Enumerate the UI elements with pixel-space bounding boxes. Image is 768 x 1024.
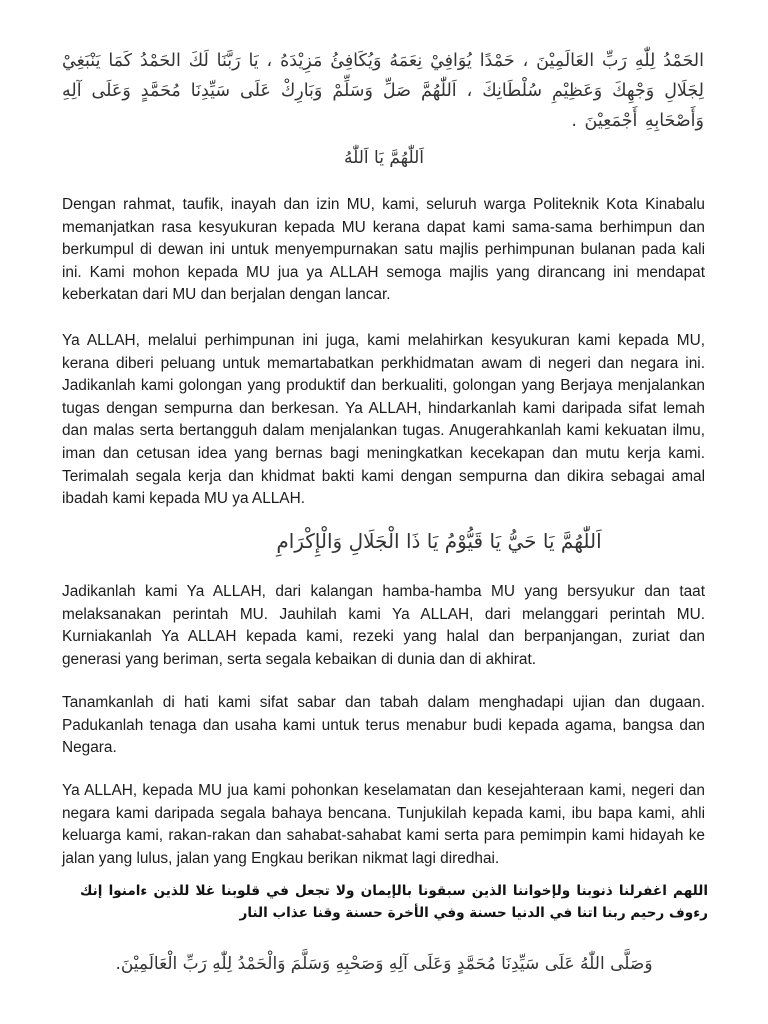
paragraph-safety: Ya ALLAH, kepada MU jua kami pohonkan keselamatan dan kesejahteraan kami, negeri dan negara kami daripada segala bahaya bencana. Tunjukilah kepada kami, ibu bapa kami, ahli keluarga kami, rakan-rakan dan sahabat-sahabat kami serta para pemimpin kami hidayah ke jalan yang lulus, jalan yang Engkau berikan nikmat lagi diredhai. bbox=[62, 782, 705, 867]
paragraph-gratitude: Dengan rahmat, taufik, inayah dan izin MU, kami, seluruh warga Politeknik Kota Kinabalu memanjatkan rasa kesyukuran kepada MU kerana dapat kami sama-sama berhimpun dan berkumpul di dewan ini untuk menyempurnakan satu majlis perhimpunan bulanan pada kali ini. Kami mohon kepada MU jua ya ALLAH semoga majlis yang dirancang ini mendapat keberkatan dari MU dan berjalan dengan lancar. bbox=[62, 196, 705, 304]
paragraph-service: Ya ALLAH, melalui perhimpunan ini juga, kami melahirkan kesyukuran kami kepada MU, kerana diberi peluang untuk memartabatkan perkhidmatan awam di negeri dan negara ini. Jadikanlah kami golongan yang produktif dan berkualiti, golongan yang Berjaya menjalankan tugas dengan sempurna dan berkesan. Ya ALLAH, hindarkanlah kami daripada sifat lemah dan malas serta bertangguh dalam menjalankan tugas. Anugerahkanlah kami kekuatan ilmu, iman dan cetusan idea yang bernas bagi meningkatkan kecekapan dan mutu kerja kami. Terimalah segala kerja dan khidmat bakti kami dengan sempurna dan dikira sebagai amal ibadah kami kepada MU ya ALLAH. bbox=[62, 332, 705, 508]
paragraph-obedience: Jadikanlah kami Ya ALLAH, dari kalangan hamba-hamba MU yang bersyukur dan taat melaksanakan perintah MU. Jauhilah kami Ya ALLAH, dari melanggari perintah MU. Kurniakanlah Ya ALLAH kepada kami, rezeki yang halal dan berpanjangan, zuriat dan generasi yang beriman, serta segala kebaikan di dunia dan di akhirat. bbox=[62, 583, 705, 668]
closing-prayer-arabic: اللهم اغفرلنا ذنوبنا ولإخواننا الذين سبقونا بالإيمان ولا تجعل في قلوبنا غلا للذين ءامنوا إنك رءوف رحيم ربنا اتنا في الدنيا حسنة وفي الأخرة حسنة وقنا عذاب النار bbox=[80, 883, 708, 921]
opening-invocation: اَللّٰهُمَّ يَا اَللّٰهُ bbox=[343, 148, 425, 168]
paragraph-patience: Tanamkanlah di hati kami sifat sabar dan tabah dalam menghadapi ujian dan dugaan. Padukanlah tenaga dan usaha kami untuk terus menabur budi kepada agama, bangsa dan Negara. bbox=[62, 694, 705, 757]
opening-arabic-praise: الحَمْدُ لِلّٰهِ رَبِّ العَالَمِيْنَ ، حَمْدًا يُوَافِيْ نِعَمَهُ وَيُكَافِئُ مَزِيْدَهُ ، يَا رَبَّنَا لَكَ الحَمْدُ كَمَا يَنْبَغِيْ لِجَلَالِ وَجْهِكَ وَعَظِيْمِ سُلْطَانِكَ ، اَللّٰهُمَّ صَلِّ وَسَلِّمْ وَبَارِكْ عَلَى سَيِّدِنَا مُحَمَّدٍ وَعَلَى آلِهِ وَأَصْحَابِهِ أَجْمَعِيْنَ . bbox=[62, 51, 704, 131]
closing-salawat: وَصَلَّى اللّٰهُ عَلَى سَيِّدِنَا مُحَمَّدٍ وَعَلَى آلِهِ وَصَحْبِهِ وَسَلَّمَ وَالْحَمْدُ لِلّٰهِ رَبِّ الْعَالَمِيْنَ. bbox=[115, 954, 653, 974]
middle-invocation: اَللّٰهُمَّ يَا حَيُّ يَا قَيُّوْمُ يَا ذَا الْجَلَالِ وَالْإِكْرَامِ bbox=[276, 529, 602, 553]
